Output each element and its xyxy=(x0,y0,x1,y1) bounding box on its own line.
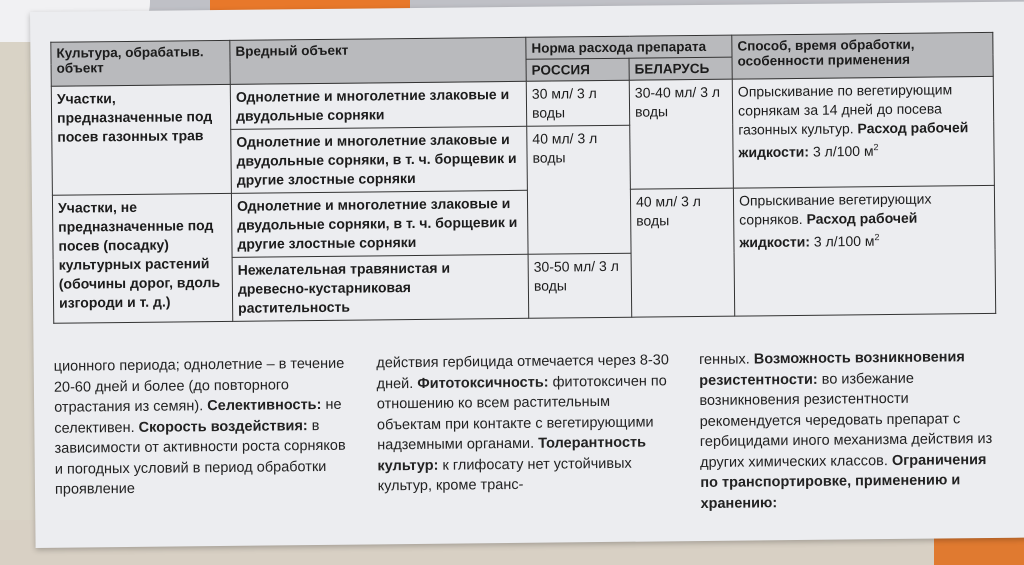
rate-ru-shared: 40 мл/ 3 л воды xyxy=(527,125,631,254)
header-method: Способ, время обработки, особенности применения xyxy=(732,32,993,79)
rate-ru-2: 30-50 мл/ 3 л воды xyxy=(528,253,632,318)
pest-1: Однолетние и многолетние злаковые и двудольные сорняки xyxy=(230,81,526,129)
col2-b: фитотоксичен по отношению ко всем растительным объектам при контакте с вегетирующими надземными органами. xyxy=(376,372,667,454)
header-crop: Культура, обрабатыв. объект xyxy=(51,40,230,86)
method-2-sup: 2 xyxy=(874,232,880,243)
method-2-bold: Расход рабочей жидкости: xyxy=(739,209,918,251)
col1-c: в зависимости от активности роста сорняков и погодных условий в период обработки проявление xyxy=(54,417,346,498)
rate-by-2: 40 мл/ 3 л воды xyxy=(630,188,734,317)
text-column-1 xyxy=(54,354,350,521)
header-pest: Вредный объект xyxy=(230,37,526,84)
col2-c: к глифосату нет устойчивых культур, кроме транс- xyxy=(377,455,632,495)
header-russia: РОССИЯ xyxy=(526,58,629,81)
method-1 xyxy=(732,76,994,188)
rate-ru-1: 30 мл/ 3 л воды xyxy=(526,80,629,126)
crop-other: Участки, не предназначенные под посев (посадку) культурных растений (обочины дорог, вдоль изгороди и т. д.) xyxy=(52,193,232,323)
text-column-2 xyxy=(376,350,672,517)
col2-a: действия гербицида отмечается через 8-30 дней. xyxy=(376,352,669,392)
col3-a: генных. xyxy=(698,351,750,369)
pest-4: Нежелательная травянистая и древесно-кустарниковая растительность xyxy=(232,254,529,321)
method-2 xyxy=(733,185,995,316)
col1-c-bold: Скорость воздействия: xyxy=(138,417,308,436)
pest-3: Однолетние и многолетние злаковые и двудольные сорняки, в т. ч. борщевик и другие злостные сорняки xyxy=(231,190,528,257)
rate-by-1: 30-40 мл/ 3 л воды xyxy=(629,79,733,189)
method-2-text: Опрыскивание вегетирующих сорняков. xyxy=(738,190,932,228)
col1-b: не селективен. xyxy=(54,396,342,437)
col1-a: ционного периода; однолетние – в течение 20-60 дней и более (до повторного отрастания из семян). xyxy=(53,355,345,416)
col3-b-bold: Возможность возникновения резистентности: xyxy=(699,349,965,389)
body-text xyxy=(54,347,996,521)
col2-b-bold: Фитотоксичность: xyxy=(417,374,549,392)
leaflet xyxy=(30,2,1024,548)
text-column-3 xyxy=(699,347,995,514)
dosage-table xyxy=(50,32,996,324)
method-1-bold: Расход рабочей жидкости: xyxy=(738,119,969,161)
method-1-text: Опрыскивание по вегетирующим сорнякам за 14 дней до посева газонных культур. xyxy=(737,81,953,138)
crop-lawn: Участки, предназначенные под посев газонных трав xyxy=(51,84,231,195)
header-belarus: БЕЛАРУСЬ xyxy=(629,57,732,80)
col2-c-bold: Толерантность культур: xyxy=(377,434,647,474)
method-1-sup: 2 xyxy=(873,142,879,153)
header-rate: Норма расхода препарата xyxy=(526,35,732,59)
pest-2: Однолетние и многолетние злаковые и двудольные сорняки, в т. ч. борщевик и другие злостные сорняки xyxy=(231,126,528,193)
col3-c-bold: Ограничения по транспортировке, применению и хранению: xyxy=(700,451,987,512)
method-2-value: 3 л/100 м xyxy=(813,232,875,250)
col1-b-bold: Селективность: xyxy=(207,396,322,415)
method-1-value: 3 л/100 м xyxy=(812,142,874,160)
col3-b: во избежание возникновения резистентности рекомендуется чередовать препарат с гербицидами иного механизма действия из других химических классов. xyxy=(699,370,993,471)
